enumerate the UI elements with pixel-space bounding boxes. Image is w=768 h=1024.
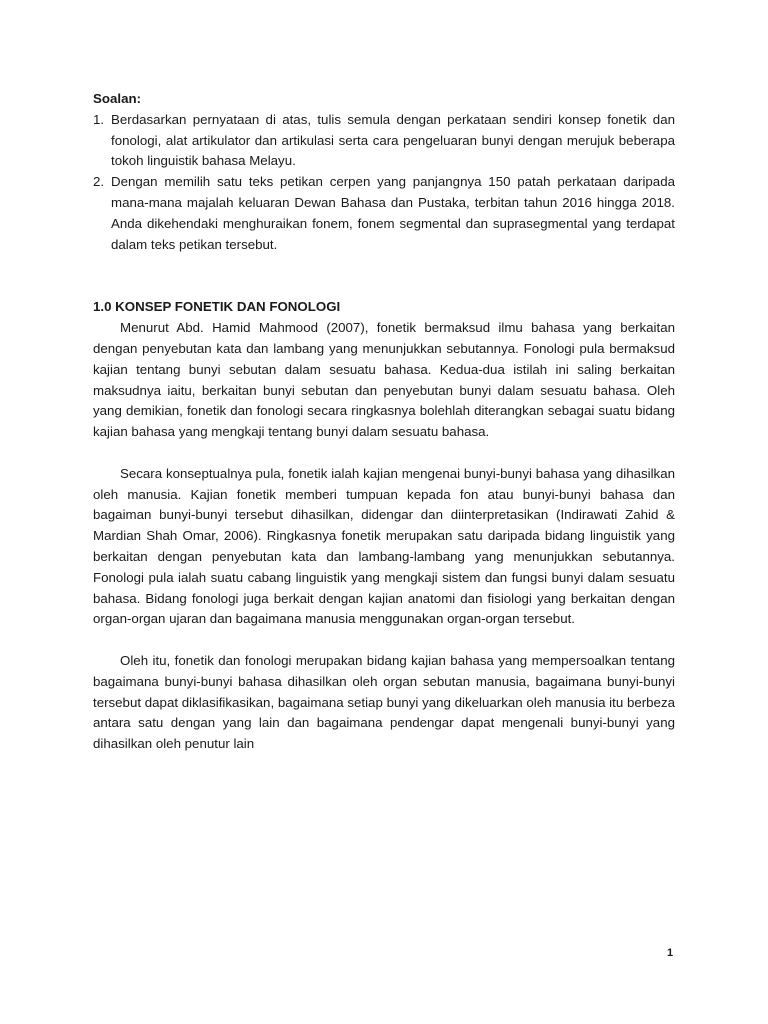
section-paragraph: Secara konseptualnya pula, fonetik ialah kajian mengenai bunyi-bunyi bahasa yang dihasilkan oleh manusia. Kajian fonetik memberi tumpuan kepada fon atau bunyi-bunyi bahasa dan bagaiman bunyi-bunyi tersebut dihasilkan, didengar dan diinterpretasikan (Indirawati Zahid & Mardian Shah Omar, 2006). Ringkasnya fonetik merupakan satu daripada bidang linguistik yang berkaitan dengan penyebutan kata dan lambang-lambang yang menunjukkan sebutannya. Fonologi pula ialah suatu cabang linguistik yang mengkaji sistem dan fungsi bunyi dalam sesuatu bahasa. Bidang fonologi juga berkait dengan kajian anatomi dan fisiologi yang berkaitan dengan organ-organ ujaran dan bagaimana manusia menggunakan organ-organ tersebut.	[93, 465, 675, 627]
page-content	[93, 89, 675, 755]
section-paragraph: Oleh itu, fonetik dan fonologi merupakan bidang kajian bahasa yang mempersoalkan tentang bagaimana bunyi-bunyi bahasa dihasilkan oleh organ sebutan manusia, bagaimana bunyi-bunyi tersebut dapat diklasifikasikan, bagaimana setiap bunyi yang dikeluarkan oleh manusia itu berbeza antara satu dengan yang lain dan bagaimana pendengar dapat mengenali bunyi-bunyi yang dihasilkan oleh penutur lain	[93, 652, 675, 752]
question-number: 1.	[93, 111, 105, 127]
question-list	[93, 110, 675, 256]
question-text: Berdasarkan pernyataan di atas, tulis semula dengan perkataan sendiri konsep fonetik dan fonologi, alat artikulator dan artikulasi serta cara pengeluaran bunyi dengan merujuk beberapa tokoh linguistik bahasa Melayu.	[111, 111, 675, 169]
question-text: Dengan memilih satu teks petikan cerpen yang panjangnya 150 patah perkataan daripada mana-mana majalah keluaran Dewan Bahasa dan Pustaka, terbitan tahun 2016 hingga 2018. Anda dikehendaki menghuraikan fonem, fonem segmental dan suprasegmental yang terdapat dalam teks petikan tersebut.	[111, 174, 675, 252]
section-paragraph: Menurut Abd. Hamid Mahmood (2007), fonetik bermaksud ilmu bahasa yang berkaitan dengan penyebutan kata dan lambang yang menunjukkan sebutannya. Fonologi pula bermaksud kajian tentang bunyi sebutan dalam sesuatu bahasa. Kedua-dua istilah ini saling berkaitan maksudnya iaitu, berkaitan bunyi sebutan dan penyebutan bunyi dalam sesuatu bahasa. Oleh yang demikian, fonetik dan fonologi secara ringkasnya bolehlah diterangkan sebagai suatu bidang kajian bahasa yang mengkaji tentang bunyi dalam sesuatu bahasa.	[93, 320, 675, 440]
section-title: 1.0 KONSEP FONETIK DAN FONOLOGI	[93, 299, 341, 315]
question-heading: Soalan:	[93, 91, 142, 106]
question-item	[93, 110, 675, 172]
question-item	[93, 172, 675, 255]
question-number: 2.	[93, 174, 105, 190]
page-number: 1	[667, 947, 674, 959]
